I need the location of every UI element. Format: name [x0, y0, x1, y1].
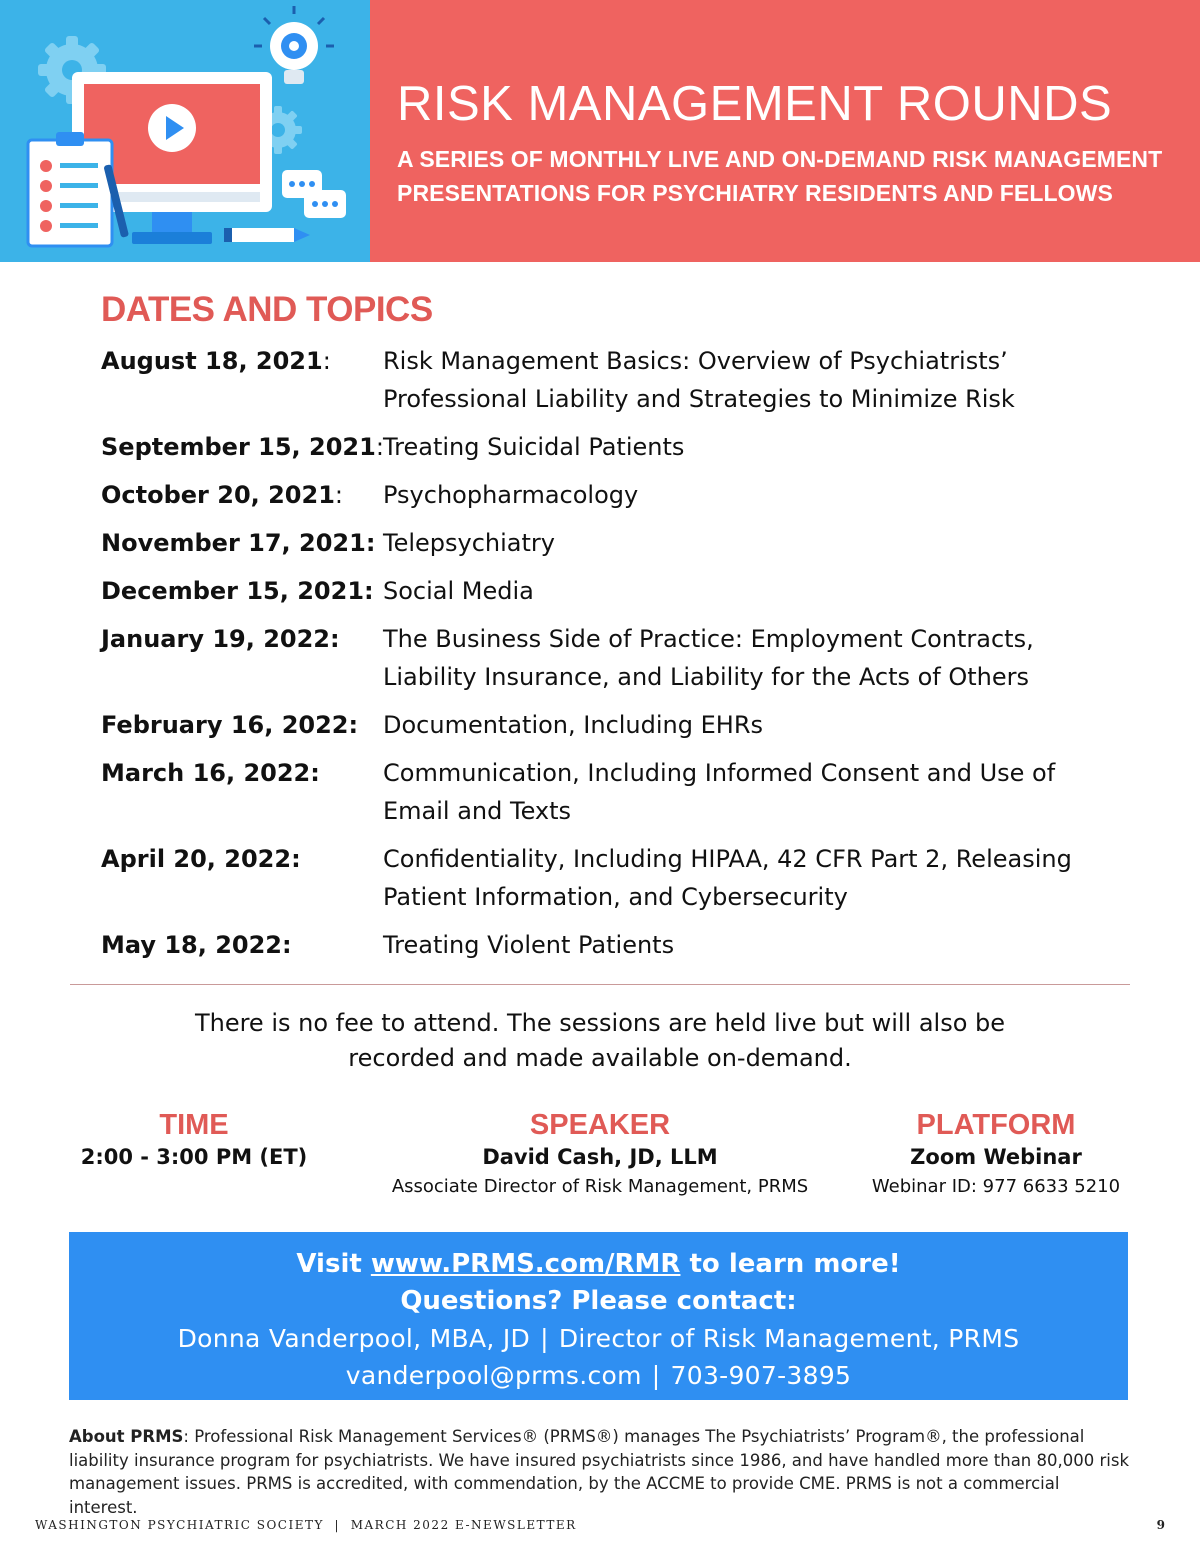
- speaker-heading: SPEAKER: [529, 1109, 671, 1141]
- schedule-row: [101, 754, 1101, 830]
- separator: |: [651, 1361, 661, 1390]
- contact-details-line: [69, 1357, 1128, 1394]
- header: [0, 0, 1200, 262]
- pencil-icon: [224, 228, 310, 242]
- session-topic: Documentation, Including EHRs: [383, 711, 764, 739]
- contact-name: Donna Vanderpool, MBA, JD: [177, 1324, 531, 1353]
- platform-info: [846, 1108, 1146, 1202]
- session-topic: Communication, Including Informed Consent and Use of Email and Texts: [383, 759, 1056, 825]
- session-schedule: [101, 342, 1101, 974]
- session-date: March 16, 2022:: [101, 759, 320, 787]
- section-divider: [70, 984, 1130, 985]
- session-topic: Confidentiality, Including HIPAA, 42 CFR Part 2, Releasing Patient Information, and Cybersecurity: [383, 845, 1072, 911]
- dates-and-topics-heading: DATES AND TOPICS: [101, 290, 433, 329]
- checklist-icon: [28, 132, 112, 246]
- schedule-row: [101, 476, 1101, 514]
- page-number: 9: [1156, 1518, 1165, 1532]
- schedule-row: [101, 524, 1101, 562]
- webinar-id: Webinar ID: 977 6633 5210: [871, 1176, 1121, 1197]
- fee-note: [150, 1006, 1050, 1076]
- video-presentation-illustration: [0, 0, 370, 262]
- speaker-title: Associate Director of Risk Management, PRMS: [391, 1176, 809, 1197]
- time-value: 2:00 - 3:00 PM (ET): [80, 1145, 308, 1169]
- schedule-row: [101, 840, 1101, 916]
- session-topic: Risk Management Basics: Overview of Psychiatrists’ Professional Liability and Strategies to Minimize Risk: [383, 347, 1015, 413]
- session-date: April 20, 2022:: [101, 845, 301, 873]
- contact-box: [69, 1232, 1128, 1400]
- session-date: May 18, 2022:: [101, 931, 292, 959]
- session-date: January 19, 2022:: [101, 625, 340, 653]
- session-date: August 18, 2021:: [101, 347, 331, 375]
- banner-subtitle: A SERIES OF MONTHLY LIVE AND ON-DEMAND RISK MANAGEMENT PRESENTATIONS FOR PSYCHIATRY RESIDENTS AND FELLOWS: [397, 146, 1163, 206]
- time-heading: TIME: [159, 1109, 229, 1141]
- session-topic: Telepsychiatry: [383, 529, 555, 557]
- contact-line: [69, 1320, 1128, 1357]
- speaker-name: David Cash, JD, LLM: [482, 1145, 718, 1169]
- platform-name: Zoom Webinar: [910, 1145, 1082, 1169]
- separator: |: [540, 1324, 549, 1353]
- schedule-row: [101, 342, 1101, 418]
- session-topic: Treating Suicidal Patients: [383, 433, 685, 461]
- session-date: September 15, 2021:: [101, 433, 384, 461]
- banner-title: RISK MANAGEMENT ROUNDS: [397, 77, 1113, 131]
- title-banner: [370, 0, 1200, 262]
- session-topic: Psychopharmacology: [383, 481, 639, 509]
- schedule-row: [101, 620, 1101, 696]
- fee-note-line: There is no fee to attend. The sessions are held live but will also be: [194, 1009, 1006, 1037]
- questions-line: Questions? Please contact:: [400, 1286, 797, 1316]
- visit-line: Visit www.PRMS.com/RMR to learn more!: [296, 1249, 901, 1279]
- session-date: December 15, 2021:: [101, 577, 374, 605]
- about-label: About PRMS: [69, 1427, 184, 1446]
- about-text: : Professional Risk Management Services® (PRMS®) manages The Psychiatrists’ Program®, the professional liability insurance program for psychiatrists. We have insured psychiatrists since 1986, and have handled more than 80,000 risk management issues. PRMS is accredited, with commendation, by the ACCME to provide CME. PRMS is not a commercial interest.: [69, 1427, 1130, 1517]
- hero-illustration: [0, 0, 370, 262]
- fee-note-line: recorded and made available on-demand.: [348, 1044, 852, 1072]
- session-topic: The Business Side of Practice: Employment Contracts, Liability Insurance, and Liability for the Acts of Others: [383, 625, 1034, 691]
- schedule-row: [101, 706, 1101, 744]
- schedule-row: [101, 926, 1101, 964]
- session-date: November 17, 2021:: [101, 529, 376, 557]
- platform-heading: PLATFORM: [916, 1109, 1076, 1141]
- contact-title: Director of Risk Management, PRMS: [558, 1324, 1020, 1353]
- speaker-info: [380, 1108, 820, 1202]
- schedule-row: [101, 572, 1101, 610]
- page-footer: [35, 1518, 1165, 1536]
- contact-email[interactable]: vanderpool@prms.com: [345, 1361, 642, 1390]
- time-info: [44, 1108, 344, 1172]
- prms-rmr-link[interactable]: www.PRMS.com/RMR: [370, 1249, 681, 1279]
- session-topic: Social Media: [383, 577, 534, 605]
- schedule-row: [101, 428, 1101, 466]
- about-prms: [69, 1425, 1131, 1519]
- session-date: October 20, 2021:: [101, 481, 343, 509]
- publication-name: WASHINGTON PSYCHIATRIC SOCIETY | MARCH 2022 E-NEWSLETTER: [35, 1518, 577, 1532]
- session-topic: Treating Violent Patients: [383, 931, 675, 959]
- session-date: February 16, 2022:: [101, 711, 359, 739]
- contact-phone: 703-907-3895: [670, 1361, 852, 1390]
- chat-bubble-icon: [282, 170, 346, 218]
